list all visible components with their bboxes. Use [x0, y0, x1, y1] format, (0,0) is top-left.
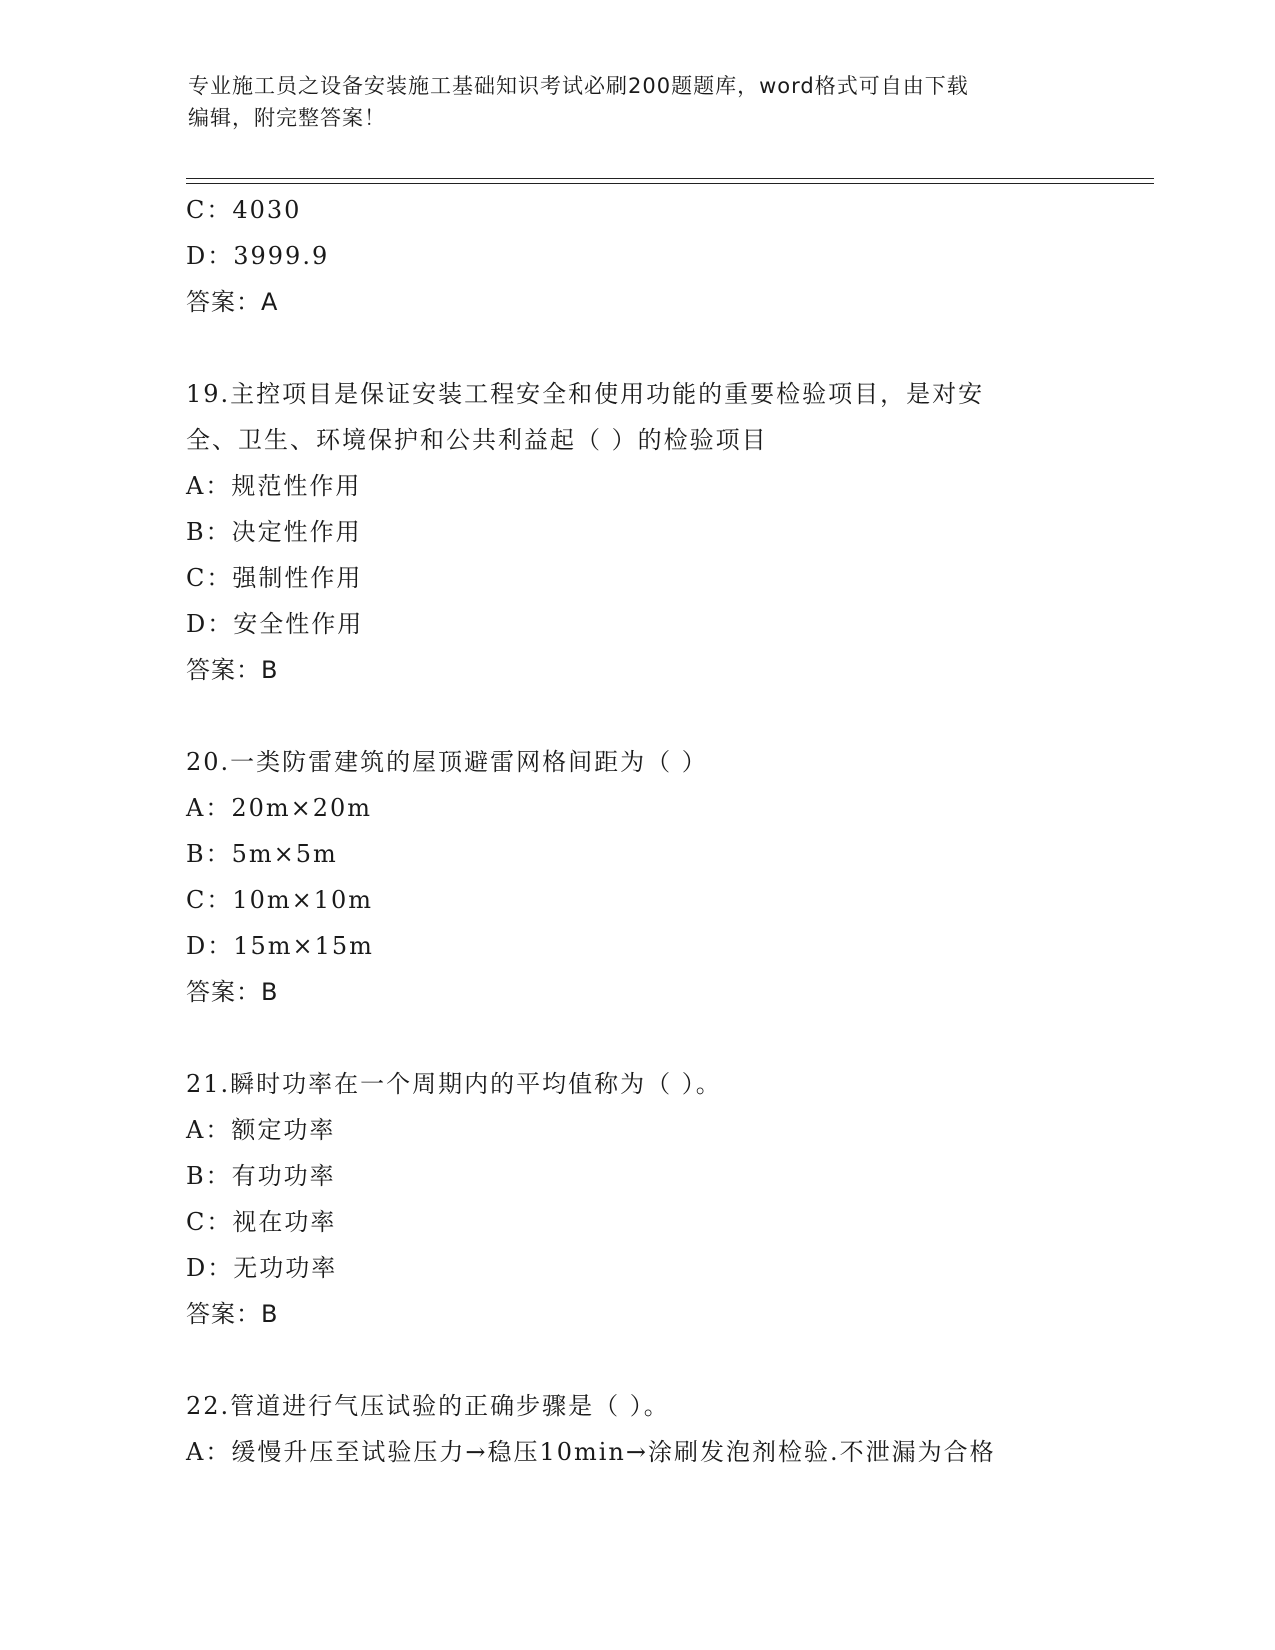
question-stem: 22.管道进行气压试验的正确步骤是（ ）。 — [186, 1392, 670, 1420]
question-stem: 21.瞬时功率在一个周期内的平均值称为（ ）。 — [186, 1070, 722, 1098]
option-d: D：安全性作用 — [186, 610, 364, 638]
option-d: D：3999.9 — [186, 242, 330, 270]
answer-line: 答案：B — [186, 656, 279, 684]
option-b: B：有功功率 — [186, 1162, 336, 1190]
answer-line: 答案：A — [186, 288, 279, 316]
document-header — [188, 70, 1068, 134]
option-c: C：强制性作用 — [186, 564, 363, 592]
option-b: B：决定性作用 — [186, 518, 362, 546]
option-c: C：10m×10m — [186, 886, 374, 914]
header-line-1: 专业施工员之设备安装施工基础知识考试必刷200题题库，word格式可自由下载 — [188, 74, 969, 98]
option-a: A：额定功率 — [186, 1116, 336, 1144]
answer-line: 答案：B — [186, 1300, 279, 1328]
question-stem: 20.一类防雷建筑的屋顶避雷网格间距为（ ） — [186, 748, 708, 776]
question-stem-continued: 全、卫生、环境保护和公共利益起（ ）的检验项目 — [186, 426, 768, 454]
question-18-tail — [186, 187, 1146, 325]
question-20 — [186, 739, 1146, 1015]
header-divider-top — [186, 178, 1154, 179]
option-d: D：无功功率 — [186, 1254, 338, 1282]
option-a: A：20m×20m — [186, 794, 373, 822]
header-line-2: 编辑，附完整答案！ — [188, 106, 386, 130]
option-a: A：规范性作用 — [186, 472, 362, 500]
option-c: C：视在功率 — [186, 1208, 337, 1236]
option-a: A：缓慢升压至试验压力→稳压10min→涂刷发泡剂检验.不泄漏为合格 — [186, 1438, 996, 1466]
answer-line: 答案：B — [186, 978, 279, 1006]
question-19 — [186, 371, 1146, 693]
question-22 — [186, 1383, 1146, 1475]
option-c: C：4030 — [186, 196, 302, 224]
header-divider-bottom — [186, 183, 1154, 184]
question-21 — [186, 1061, 1146, 1337]
question-stem: 19.主控项目是保证安装工程安全和使用功能的重要检验项目，是对安 — [186, 380, 985, 408]
option-d: D：15m×15m — [186, 932, 374, 960]
question-list — [186, 187, 1146, 1475]
option-b: B：5m×5m — [186, 840, 338, 868]
